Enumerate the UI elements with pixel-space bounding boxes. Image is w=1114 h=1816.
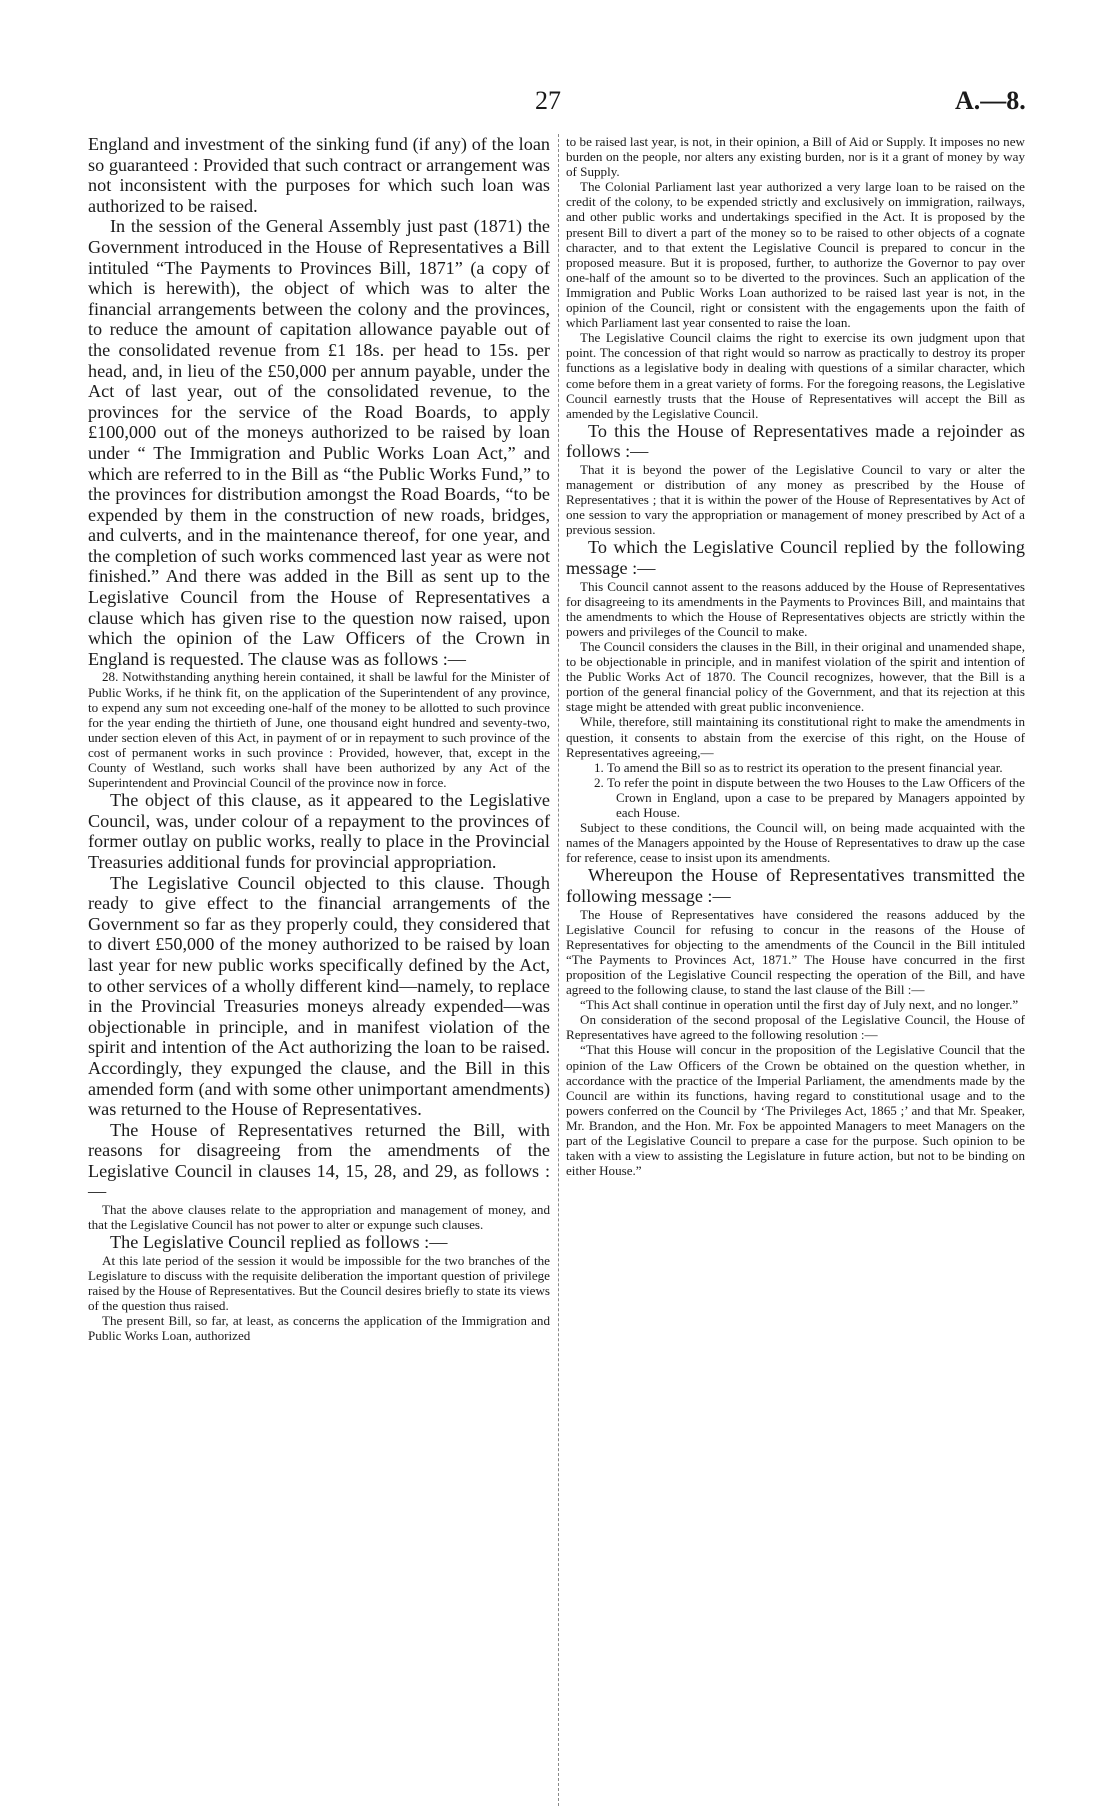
quoted-paragraph: The Council considers the clauses in the Bill, in their original and unamended shape, to be objectionable in principle, and in manifest violation of the spirit and intention of the Public Works Act of 1870. The Council recognizes, however, that the Bill is a portion of the general financial policy of the Government, and that its rejection at this stage might be attended with great public inconvenience. bbox=[566, 639, 1025, 715]
quoted-paragraph: The Colonial Parliament last year authorized a very large loan to be raised on the credit of the colony, to be expended strictly and exclusively on immigration, railways, and other public works and undertakings specified in the Act. It is proposed by the present Bill to divert a part of the money so to be raised to other objects of a cognate character, and to that extent the Legislative Council is prepared to concur in the proposed measure. But it is proposed, further, to authorize the Governor to pay over one-half of the amount so to be diverted to the provinces. Such an application of the Immigration and Public Works Loan authorized to be raised last year is not, in the opinion of the Council, right or consistent with the engagements upon the faith of which Parliament last year consented to raise the loan. bbox=[566, 179, 1025, 331]
body-paragraph: The Legislative Council objected to this clause. Though ready to give effect to the financial arrangements of the Government so far as they properly could, they considered that to divert £50,000 of the money authorized to be raised by loan last year for new public works specifically defined by the Act, to other services of a wholly different kind—namely, to replace in the Provincial Treasuries moneys already expended—was objectionable in principle, and in manifest violation of the spirit and intention of the Act authorizing the loan to be raised. Accordingly, they expunged the clause, and the Bill in this amended form (and with some other unimportant amendments) was returned to the House of Representatives. bbox=[88, 872, 550, 1120]
body-paragraph: The House of Representatives returned the Bill, with reasons for disagreeing from the amendments of the Legislative Council in clauses 14, 15, 28, and 29, as follows :— bbox=[88, 1119, 550, 1202]
left-column bbox=[88, 134, 550, 1343]
quoted-paragraph: 2. To refer the point in dispute between the two Houses to the Law Officers of the Crown in England, upon a case to be prepared by Managers appointed by each House. bbox=[594, 774, 1025, 821]
document-reference: A.—8. bbox=[955, 86, 1026, 115]
column-divider bbox=[558, 134, 559, 1806]
right-column bbox=[566, 134, 1025, 1178]
quoted-paragraph: 1. To amend the Bill so as to restrict its operation to the present financial year. bbox=[594, 759, 1003, 775]
quoted-paragraph: The Legislative Council claims the right to exercise its own judgment upon that point. The concession of that right would so narrow as practically to destroy its proper functions as a legislative body in dealing with questions of a similar character, which come before them in a great variety of forms. For the foregoing reasons, the Legislative Council earnestly trusts that the House of Representatives will accept the Bill as amended by the Legislative Council. bbox=[566, 330, 1025, 421]
quoted-paragraph: “That this House will concur in the proposition of the Legislative Council that the opinion of the Law Officers of the Crown be obtained on the question whether, in accordance with the practice of the Imperial Parliament, the amendments made by the Council are within its functions, having regard to constitutional usage and to the powers conferred on the Council by ‘The Privileges Act, 1865 ;’ and that Mr. Speaker, Mr. Brandon, and the Hon. Mr. Fox be appointed Managers to meet Managers on the part of the Legislative Council to prepare a case for the purpose. Such opinion to be taken with a view to assisting the Legislature in future action, but not to be binding on either House.” bbox=[566, 1042, 1025, 1179]
body-paragraph: The object of this clause, as it appeared to the Legislative Council, was, under colour of a repayment to the provinces of former outlay on public works, really to place in the Provincial Treasuries additional funds for provincial appropriation. bbox=[88, 790, 550, 872]
quoted-paragraph: At this late period of the session it would be impossible for the two branches of the Legislature to discuss with the requisite deliberation the important question of privilege raised by the House of Representatives. But the Council desires briefly to state its views of the question thus raised. bbox=[88, 1252, 550, 1314]
quoted-paragraph: “This Act shall continue in operation until the first day of July next, and no longer.” bbox=[580, 997, 1019, 1013]
body-paragraph: To which the Legislative Council replied by the following message :— bbox=[566, 537, 1025, 579]
quoted-paragraph: That the above clauses relate to the appropriation and management of money, and that the Legislative Council has not power to alter or expunge such clauses. bbox=[88, 1202, 550, 1233]
quoted-paragraph: While, therefore, still maintaining its constitutional right to make the amendments in question, it consents to abstain from the exercise of this right, on the House of Representatives agreeing,— bbox=[566, 714, 1025, 760]
quoted-paragraph: The present Bill, so far, at least, as concerns the application of the Immigration and Public Works Loan, authorized bbox=[88, 1313, 550, 1344]
quoted-paragraph: This Council cannot assent to the reasons adduced by the House of Representatives for disagreeing to its amendments in the Payments to Provinces Bill, and maintains that the amendments to which the House of Representatives objects are strictly within the powers and privileges of the Council to make. bbox=[566, 578, 1025, 639]
body-paragraph: To this the House of Representatives made a rejoinder as follows :— bbox=[566, 420, 1025, 462]
body-paragraph: Whereupon the House of Representatives transmitted the following message :— bbox=[566, 865, 1025, 906]
body-paragraph: England and investment of the sinking fund (if any) of the loan so guaranteed : Provided that such contract or arrangement was not inconsistent with the purposes for which such loan was authorized to be raised. bbox=[88, 134, 550, 216]
quoted-paragraph: 28. Notwithstanding anything herein contained, it shall be lawful for the Minister of Public Works, if he think fit, on the application of the Superintendent of any province, to expend any sum not exceeding one-half of the money to be allotted to such province for the year ending the thirtieth of June, one thousand eight hundred and seventy-two, under section eleven of this Act, in payment of or in repayment to such province of the cost of permanent works in such province : Provided, however, that, except in the County of Westland, such works shall have been authorized by any Act of the Superintendent and Provincial Council of the province now in force. bbox=[88, 669, 550, 791]
quoted-paragraph: The House of Representatives have considered the reasons adduced by the Legislative Council for refusing to concur in the reasons of the House of Representatives for objecting to the amendments of the Council in the Bill intituled “The Payments to Provinces Act, 1871.” The House have concurred in the first proposition of the Legislative Council respecting the operation of the Bill, and have agreed to the following clause, to stand the last clause of the Bill :— bbox=[566, 906, 1025, 998]
quoted-paragraph: Subject to these conditions, the Council will, on being made acquainted with the names of the Managers appointed by the House of Representatives to draw up the case for reference, cease to insist upon its amendments. bbox=[566, 820, 1025, 866]
quoted-paragraph: to be raised last year, is not, in their opinion, a Bill of Aid or Supply. It imposes no new burden on the people, nor alters any existing burden, nor is it a grant of money by way of Supply. bbox=[566, 134, 1025, 180]
quoted-paragraph: That it is beyond the power of the Legislative Council to vary or alter the management or distribution of any money as prescribed by the House of Representatives ; that it is within the power of the House of Representatives by Act of one session to vary the appropriation or management of money prescribed by Act of a previous session. bbox=[566, 461, 1025, 538]
body-paragraph: In the session of the General Assembly just past (1871) the Government introduced in the House of Representatives a Bill intituled “The Payments to Provinces Bill, 1871” (a copy of which is herewith), the object of which was to alter the financial arrangements between the colony and the provinces, to reduce the amount of capitation allowance payable out of the consolidated revenue from £1 18s. per head to 15s. per head, and, in lieu of the £50,000 per annum payable, under the Act of last year, out of the consolidated revenue, to the provinces for the service of the Road Boards, to apply £100,000 out of the moneys authorized to be raised by loan under “ The Immigration and Public Works Loan Act,” and which are referred to in the Bill as “the Public Works Fund,” to the provinces for distribution amongst the Road Boards, “to be expended by them in the construction of new roads, bridges, and culverts, and in the maintenance thereof, for one year, and the completion of such works commenced last year as were not finished.” And there was added in the Bill as sent up to the Legislative Council from the House of Representatives a clause which has given rise to the question now raised, upon which the opinion of the Law Officers of the Crown in England is requested. The clause was as follows :— bbox=[88, 216, 550, 669]
quoted-paragraph: On consideration of the second proposal of the Legislative Council, the House of Representatives have agreed to the following resolution :— bbox=[566, 1012, 1025, 1043]
body-paragraph: The Legislative Council replied as follows :— bbox=[110, 1232, 448, 1253]
page-number: 27 bbox=[535, 86, 561, 115]
